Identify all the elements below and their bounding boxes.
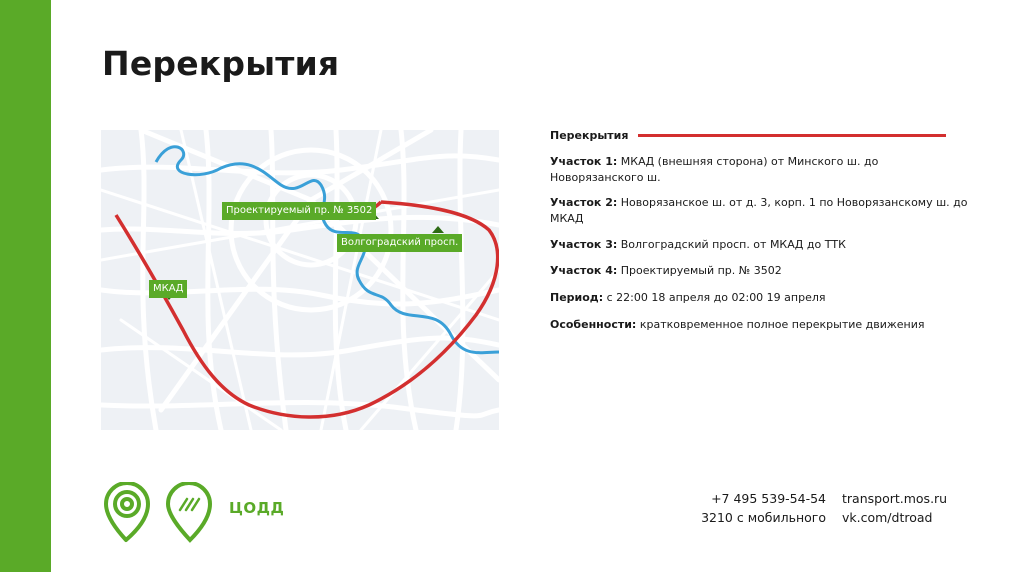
section-3-text: Волгоградский просп. от МКАД до ТТК <box>617 238 846 251</box>
legend-title: Перекрытия <box>550 129 629 142</box>
period-text: с 22:00 18 апреля до 02:00 19 апреля <box>603 291 826 304</box>
map-label-mkad: МКАД <box>149 280 187 298</box>
short-number: 3210 с мобильного <box>701 510 826 525</box>
features-label: Особенности: <box>550 318 637 331</box>
links-block <box>842 489 947 527</box>
section-4-text: Проектируемый пр. № 3502 <box>617 264 782 277</box>
features <box>550 317 970 333</box>
logos <box>104 482 224 548</box>
logo-graphic <box>104 482 224 544</box>
section-2 <box>550 195 970 227</box>
site-link[interactable]: transport.mos.ru <box>842 491 948 506</box>
map-label-street: Проектируемый пр. № 3502 <box>222 202 376 220</box>
section-3 <box>550 237 970 253</box>
legend-line <box>638 134 946 137</box>
section-1 <box>550 154 970 186</box>
marker-pin-volgograd <box>432 226 444 233</box>
codd-name: ЦОДД <box>229 499 285 517</box>
left-accent-bar <box>0 0 51 572</box>
moscow-transport-logo <box>106 483 148 540</box>
phone-block <box>688 489 826 527</box>
section-4-label: Участок 4: <box>550 264 618 277</box>
codd-logo <box>168 483 210 540</box>
closure-map <box>101 130 499 430</box>
phone-number: +7 495 539-54-54 <box>711 491 826 506</box>
period <box>550 290 970 306</box>
page-title: Перекрытия <box>102 44 340 83</box>
legend <box>550 129 946 143</box>
section-1-text: МКАД (внешняя сторона) от Минского ш. до Новорязанского ш. <box>550 155 879 184</box>
section-3-label: Участок 3: <box>550 238 618 251</box>
section-2-label: Участок 2: <box>550 196 618 209</box>
section-1-label: Участок 1: <box>550 155 618 168</box>
vk-link[interactable]: vk.com/dtroad <box>842 510 933 525</box>
section-2-text: Новорязанское ш. от д. 3, корп. 1 по Новорязанскому ш. до МКАД <box>550 196 968 225</box>
features-text: кратковременное полное перекрытие движения <box>636 318 925 331</box>
section-4 <box>550 263 970 279</box>
map-label-volgograd: Волгоградский просп. <box>337 234 462 252</box>
period-label: Период: <box>550 291 604 304</box>
